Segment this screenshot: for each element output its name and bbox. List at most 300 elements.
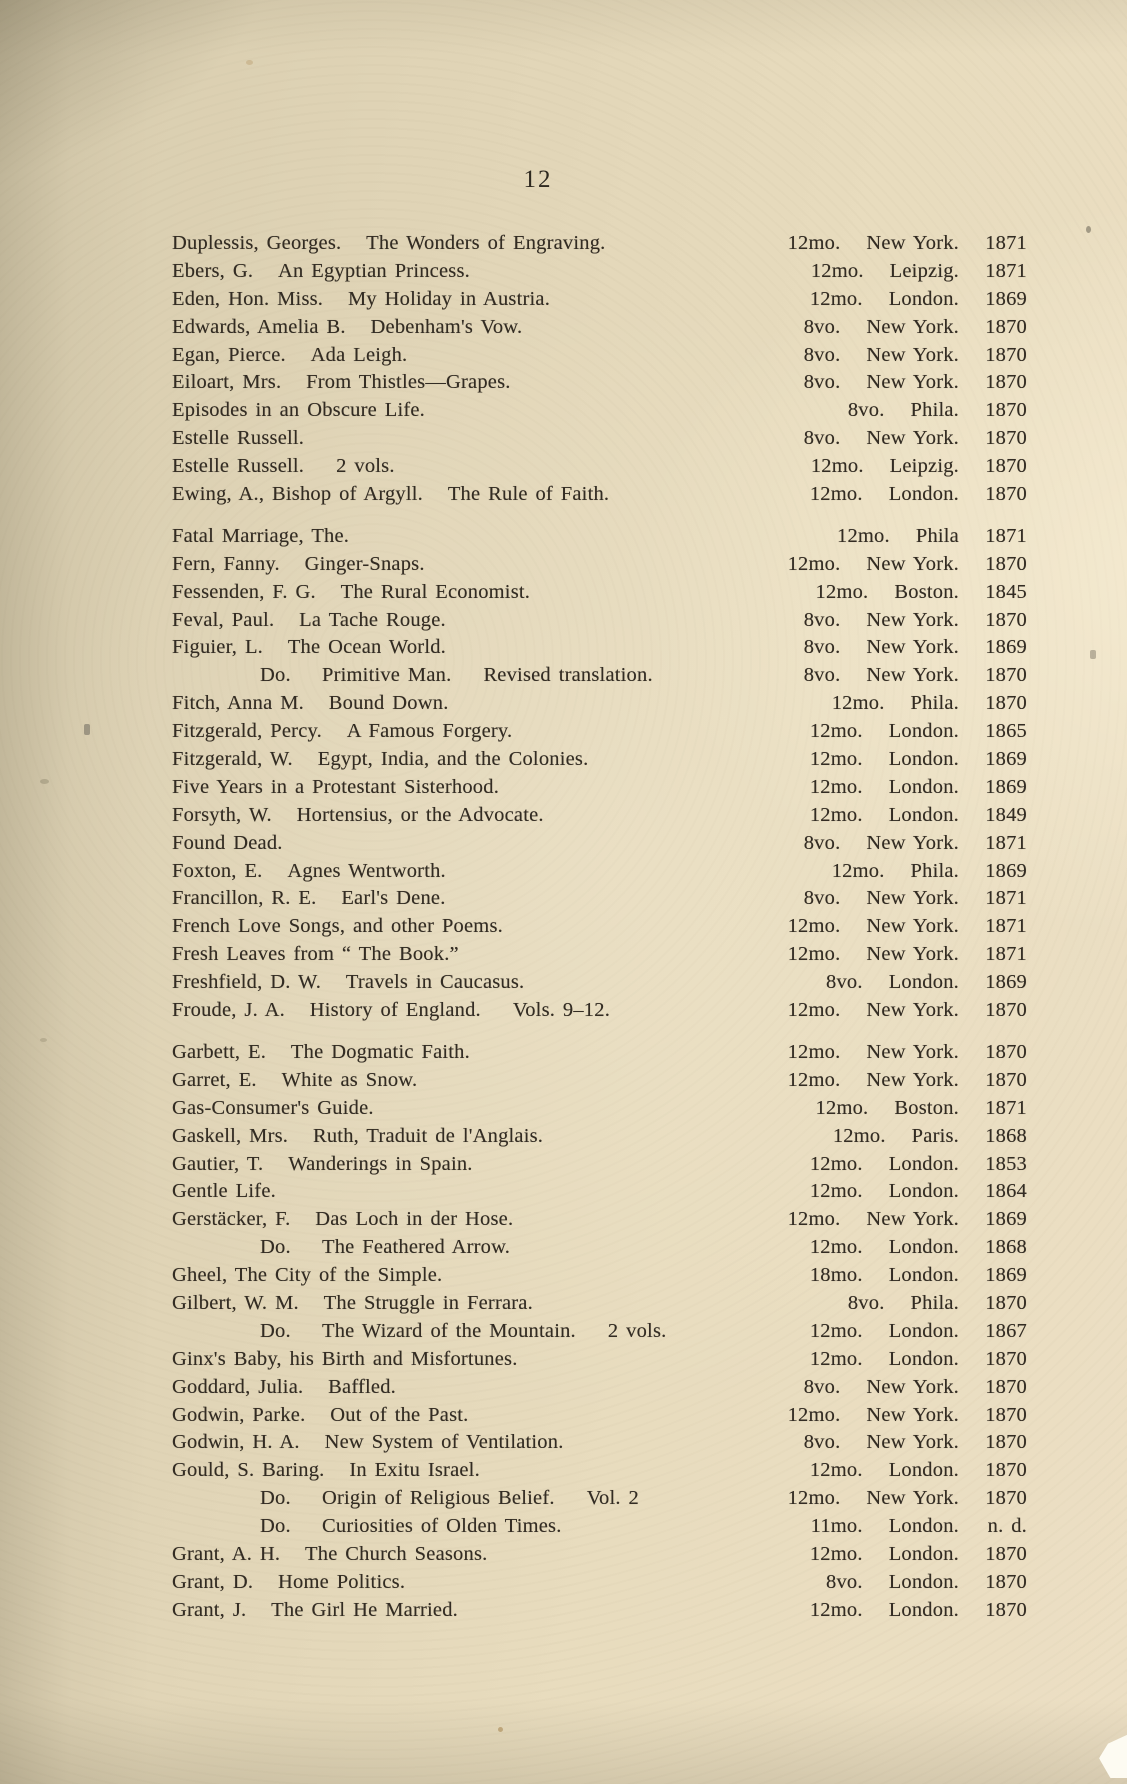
publication-columns [804, 885, 1027, 913]
year-text: 1871 [985, 259, 1027, 282]
format-text: 8vo. [803, 427, 841, 450]
year-text: 1870 [985, 692, 1027, 715]
publication-columns [804, 369, 1027, 397]
publication-columns [810, 286, 1027, 314]
city-text: Boston. [894, 580, 959, 603]
format-text: 8vo. [803, 608, 841, 631]
author-text: Edwards, Amelia B. [172, 315, 346, 338]
city-text: New York. [866, 887, 959, 910]
city-text: New York. [866, 232, 959, 254]
format-text: 8vo. [826, 971, 863, 994]
city-text: London. [888, 1542, 959, 1565]
edition-note: Revised translation. [483, 664, 653, 687]
publication-columns [788, 1402, 1027, 1430]
catalog-row [172, 1513, 1027, 1541]
author-text: Foxton, E. [172, 859, 263, 882]
publication-columns [810, 1151, 1027, 1179]
format-text: 8vo. [803, 636, 841, 659]
format-text: 12mo. [809, 1542, 863, 1565]
publication-columns [833, 1123, 1027, 1151]
catalog-row [172, 1067, 1027, 1095]
city-text: Phila [915, 524, 959, 547]
publication-columns [826, 969, 1027, 997]
title-group [291, 1041, 470, 1063]
title-group [306, 371, 510, 393]
format-text: 12mo. [809, 1152, 863, 1175]
year-text: 1871 [985, 887, 1027, 910]
title-group [347, 720, 513, 742]
title-group [172, 1097, 374, 1119]
publication-columns [788, 1485, 1027, 1513]
publication-columns [810, 718, 1027, 746]
year-text: 1869 [985, 1264, 1027, 1287]
author-text: Froude, J. A. [172, 999, 285, 1022]
city-text: New York. [866, 1208, 959, 1231]
publication-columns [811, 1513, 1027, 1541]
year-text: 1869 [985, 287, 1027, 310]
format-text: 12mo. [787, 943, 841, 966]
city-text: London. [888, 1570, 959, 1593]
format-text: 18mo. [809, 1264, 863, 1287]
format-text: 12mo. [787, 915, 841, 938]
title-text: Das Loch in der Hose. [315, 1208, 514, 1231]
city-text: Paris. [911, 1124, 959, 1147]
title-group [299, 609, 446, 631]
title-group [287, 860, 446, 882]
catalog-row [172, 425, 1027, 453]
city-text: London. [888, 1152, 959, 1175]
title-text: The Struggle in Ferrara. [323, 1291, 533, 1314]
city-text: London. [888, 1319, 959, 1342]
year-text: 1870 [985, 1068, 1027, 1091]
city-text: Boston. [894, 1096, 959, 1119]
catalog-row [172, 774, 1027, 802]
year-text: 1869 [985, 971, 1027, 994]
format-text: 11mo. [810, 1515, 863, 1538]
title-text: History of England. [309, 999, 481, 1022]
title-text: Episodes in an Obscure Life. [172, 399, 425, 422]
year-text: 1870 [985, 664, 1027, 687]
city-text: London. [888, 1459, 959, 1482]
title-text: Estelle Russell. [172, 427, 305, 450]
ditto-label: Do. [260, 1515, 291, 1538]
year-text: 1864 [985, 1180, 1027, 1203]
title-text: White as Snow. [281, 1068, 418, 1091]
author-text: Forsyth, W. [172, 803, 272, 826]
city-text: New York. [866, 343, 959, 366]
publication-columns [816, 579, 1027, 607]
title-text: Found Dead. [172, 831, 283, 854]
city-text: New York. [866, 315, 959, 338]
edition-note: Vols. 9–12. [512, 999, 611, 1022]
title-group [172, 943, 459, 965]
publication-columns [788, 913, 1027, 941]
catalog-row [172, 997, 1027, 1025]
city-text: New York. [866, 1375, 959, 1398]
publication-columns [837, 523, 1027, 551]
catalog-row [172, 718, 1027, 746]
city-text: New York. [866, 1431, 959, 1454]
city-text: New York. [866, 371, 959, 394]
scan-speck [1086, 226, 1091, 233]
catalog-row [172, 523, 1027, 551]
publication-columns [788, 230, 1027, 258]
year-text: 1870 [985, 427, 1027, 450]
title-text: Egypt, India, and the Colonies. [317, 748, 589, 771]
catalog-row [172, 453, 1027, 481]
edition-note: 2 vols. [336, 455, 395, 478]
year-text: 1870 [985, 1570, 1027, 1593]
author-text: Fitzgerald, W. [172, 748, 293, 771]
city-text: London. [888, 1264, 959, 1287]
format-text: 8vo. [847, 399, 885, 422]
catalog-row [172, 1346, 1027, 1374]
title-group [322, 1318, 666, 1346]
title-group [172, 1180, 276, 1202]
title-text: My Holiday in Austria. [347, 287, 551, 310]
scan-speck [84, 724, 90, 735]
catalog-row [172, 1597, 1027, 1625]
format-text: 12mo. [809, 803, 863, 826]
year-text: 1870 [985, 999, 1027, 1022]
publication-columns [788, 551, 1027, 579]
title-group [325, 1431, 564, 1453]
title-group [324, 1292, 533, 1314]
scan-speck [498, 1727, 503, 1732]
title-text: New System of Ventilation. [324, 1431, 564, 1454]
author-text: Gautier, T. [172, 1152, 264, 1175]
title-text: Estelle Russell. [172, 455, 305, 478]
author-text: Duplessis, Georges. [172, 232, 342, 254]
title-group [328, 1376, 396, 1398]
title-group [315, 1208, 513, 1230]
year-text: 1871 [985, 915, 1027, 938]
torn-corner-notch [1099, 1734, 1127, 1778]
city-text: New York. [866, 636, 959, 659]
title-text: The Rule of Faith. [447, 483, 610, 506]
year-text: 1870 [985, 315, 1027, 338]
title-text: Gas-Consumer's Guide. [172, 1096, 374, 1119]
title-group [278, 260, 470, 282]
format-text: 12mo. [809, 1347, 863, 1370]
year-text: 1870 [985, 1291, 1027, 1314]
city-text: Phila. [910, 859, 959, 882]
title-text: Ginx's Baby, his Birth and Misfortunes. [172, 1347, 518, 1370]
format-text: 12mo. [809, 1319, 863, 1342]
title-group [322, 1234, 510, 1262]
city-text: New York. [866, 943, 959, 966]
catalog-row [172, 1374, 1027, 1402]
catalog-row [172, 1485, 1027, 1513]
city-text: London. [888, 287, 959, 310]
publication-columns [788, 997, 1027, 1025]
catalog-row [172, 885, 1027, 913]
catalog-row [172, 342, 1027, 370]
format-text: 12mo. [837, 524, 890, 547]
publication-columns [810, 774, 1027, 802]
city-text: New York. [866, 608, 959, 631]
title-group [172, 832, 283, 854]
title-group [305, 1543, 487, 1565]
catalog-section [172, 523, 1027, 1025]
title-text: The Girl He Married. [271, 1598, 458, 1621]
title-group [349, 1459, 480, 1481]
year-text: 1867 [985, 1319, 1027, 1342]
title-group [346, 971, 525, 993]
year-text: 1870 [985, 1347, 1027, 1370]
year-text: 1870 [985, 1431, 1027, 1454]
title-group [311, 344, 408, 366]
city-text: London. [888, 1515, 959, 1538]
publication-columns [804, 634, 1027, 662]
catalog-row [172, 258, 1027, 286]
publication-columns [826, 1569, 1027, 1597]
catalog-row [172, 802, 1027, 830]
author-text: Ebers, G. [172, 259, 254, 282]
scan-speck [40, 779, 49, 784]
title-group [282, 1069, 418, 1091]
format-text: 12mo. [787, 1403, 841, 1426]
format-text: 12mo. [831, 692, 885, 715]
format-text: 12mo. [810, 455, 864, 478]
scan-speck [246, 60, 253, 65]
format-text: 12mo. [815, 580, 869, 603]
year-text: 1868 [985, 1124, 1027, 1147]
catalog-row [172, 551, 1027, 579]
year-text: n. d. [987, 1515, 1027, 1538]
catalog-row [172, 1123, 1027, 1151]
year-text: 1853 [985, 1152, 1027, 1175]
city-text: New York. [866, 1068, 959, 1091]
city-text: London. [888, 775, 959, 798]
title-group [330, 1404, 468, 1426]
city-text: New York. [866, 915, 959, 938]
format-text: 12mo. [809, 775, 863, 798]
author-text: Eiloart, Mrs. [172, 371, 282, 394]
city-text: New York. [866, 1487, 959, 1510]
publication-columns [810, 1262, 1027, 1290]
year-text: 1869 [985, 859, 1027, 882]
author-text: Fessenden, F. G. [172, 580, 316, 603]
catalog-row [172, 607, 1027, 635]
city-text: New York. [866, 999, 959, 1022]
title-group [313, 1125, 543, 1147]
title-group [305, 553, 425, 575]
author-text: Freshfield, D. W. [172, 971, 322, 994]
catalog-row [172, 230, 1027, 258]
title-group [172, 427, 304, 449]
catalog-row [172, 1262, 1027, 1290]
title-group [371, 316, 523, 338]
publication-columns [804, 662, 1027, 690]
year-text: 1869 [985, 636, 1027, 659]
publication-columns [810, 802, 1027, 830]
author-text: Garbett, E. [172, 1040, 267, 1063]
scan-speck [40, 1038, 47, 1042]
title-text: Hortensius, or the Advocate. [296, 803, 544, 826]
publication-columns [848, 1290, 1027, 1318]
title-text: An Egyptian Princess. [277, 259, 470, 282]
title-text: French Love Songs, and other Poems. [172, 915, 503, 938]
city-text: New York. [866, 1403, 959, 1426]
author-text: Egan, Pierce. [172, 343, 286, 366]
title-group [310, 999, 610, 1021]
format-text: 12mo. [832, 1124, 886, 1147]
format-text: 8vo. [847, 1291, 885, 1314]
author-text: Eden, Hon. Miss. [172, 287, 324, 310]
format-text: 12mo. [815, 1096, 869, 1119]
author-text: Grant, J. [172, 1598, 247, 1621]
title-text: Bound Down. [328, 692, 449, 715]
author-text: Grant, A. H. [172, 1542, 281, 1565]
year-text: 1870 [985, 455, 1027, 478]
title-group [341, 887, 445, 909]
edition-note: Vol. 2 [586, 1487, 639, 1510]
ditto-label: Do. [260, 664, 291, 687]
title-group [271, 1599, 458, 1621]
city-text: London. [888, 1347, 959, 1370]
format-text: 8vo. [826, 1570, 863, 1593]
year-text: 1870 [985, 1040, 1027, 1063]
catalog-row [172, 1206, 1027, 1234]
title-text: Out of the Past. [330, 1403, 469, 1426]
city-text: London. [888, 803, 959, 826]
publication-columns [810, 1178, 1027, 1206]
title-text: Gheel, The City of the Simple. [172, 1264, 443, 1287]
title-text: Five Years in a Protestant Sisterhood. [172, 775, 500, 798]
title-group [322, 1513, 562, 1541]
year-text: 1869 [985, 775, 1027, 798]
publication-columns [816, 1095, 1027, 1123]
publication-columns [804, 425, 1027, 453]
title-group [172, 455, 395, 477]
format-text: 8vo. [803, 371, 841, 394]
title-text: The Ocean World. [287, 636, 446, 659]
catalog-row [172, 913, 1027, 941]
catalog-row [172, 397, 1027, 425]
format-text: 12mo. [787, 1487, 841, 1510]
catalog-row [172, 1039, 1027, 1067]
year-text: 1845 [985, 580, 1027, 603]
year-text: 1870 [985, 483, 1027, 506]
title-text: The Church Seasons. [305, 1542, 488, 1565]
catalog-row [172, 286, 1027, 314]
format-text: 12mo. [809, 1459, 863, 1482]
format-text: 8vo. [803, 1431, 841, 1454]
publication-columns [811, 453, 1027, 481]
catalog-row [172, 1569, 1027, 1597]
city-text: London. [888, 720, 959, 743]
publication-columns [810, 1318, 1027, 1346]
ditto-label: Do. [260, 1236, 291, 1259]
year-text: 1871 [985, 524, 1027, 547]
title-text: Origin of Religious Belief. [322, 1487, 555, 1510]
author-text: Godwin, Parke. [172, 1403, 306, 1426]
year-text: 1870 [985, 371, 1027, 394]
city-text: New York. [866, 552, 959, 575]
format-text: 12mo. [809, 748, 863, 771]
author-text: Fitch, Anna M. [172, 692, 304, 715]
title-text: Ruth, Traduit de l'Anglais. [312, 1124, 544, 1147]
title-group [288, 1153, 472, 1175]
publication-columns [804, 1374, 1027, 1402]
city-text: New York. [866, 427, 959, 450]
city-text: London. [888, 971, 959, 994]
author-text: Gilbert, W. M. [172, 1291, 299, 1314]
title-group [172, 915, 503, 937]
publication-columns [810, 481, 1027, 509]
title-text: Earl's Dene. [341, 887, 446, 910]
city-text: London. [888, 1180, 959, 1203]
title-text: In Exitu Israel. [349, 1459, 480, 1482]
title-group [448, 483, 609, 505]
year-text: 1870 [985, 552, 1027, 575]
scan-speck [1090, 650, 1096, 659]
catalog-row [172, 1234, 1027, 1262]
year-text: 1869 [985, 1208, 1027, 1231]
catalog-section [172, 230, 1027, 509]
format-text: 8vo. [803, 343, 841, 366]
title-text: Curiosities of Olden Times. [322, 1515, 562, 1538]
title-text: Agnes Wentworth. [287, 859, 446, 882]
city-text: New York. [866, 831, 959, 854]
title-text: The Feathered Arrow. [322, 1236, 511, 1259]
title-group [288, 636, 446, 658]
city-text: Phila. [910, 399, 959, 422]
publication-columns [804, 830, 1027, 858]
format-text: 8vo. [803, 887, 841, 910]
city-text: New York. [866, 1040, 959, 1063]
catalog-row [172, 1457, 1027, 1485]
title-group [341, 581, 530, 603]
year-text: 1869 [985, 748, 1027, 771]
format-text: 8vo. [803, 1375, 841, 1398]
catalog-row [172, 1429, 1027, 1457]
title-group [329, 692, 449, 714]
year-text: 1870 [985, 1542, 1027, 1565]
publication-columns [810, 1541, 1027, 1569]
format-text: 12mo. [787, 999, 841, 1022]
title-text: The Rural Economist. [340, 580, 531, 603]
title-text: Wanderings in Spain. [288, 1152, 473, 1175]
format-text: 8vo. [803, 664, 841, 687]
title-group [172, 525, 349, 547]
year-text: 1870 [985, 399, 1027, 422]
author-text: Gaskell, Mrs. [172, 1124, 289, 1147]
catalog-row [172, 634, 1027, 662]
title-group [172, 1264, 442, 1286]
catalog-row [172, 690, 1027, 718]
title-text: The Wonders of Engraving. [366, 232, 606, 254]
title-text: Fatal Marriage, The. [172, 524, 350, 547]
author-text: Godwin, H. A. [172, 1431, 300, 1454]
year-text: 1870 [985, 1459, 1027, 1482]
title-text: The Dogmatic Faith. [290, 1040, 470, 1063]
year-text: 1871 [985, 232, 1027, 254]
title-text: Fresh Leaves from “ The Book.” [172, 943, 459, 966]
title-text: Gentle Life. [172, 1180, 276, 1203]
year-text: 1849 [985, 803, 1027, 826]
format-text: 8vo. [803, 831, 841, 854]
format-text: 12mo. [809, 720, 863, 743]
publication-columns [810, 1597, 1027, 1625]
publication-columns [810, 1234, 1027, 1262]
title-text: Debenham's Vow. [370, 315, 523, 338]
ditto-label: Do. [260, 1487, 291, 1510]
title-text: La Tache Rouge. [299, 608, 446, 631]
publication-columns [804, 314, 1027, 342]
year-text: 1870 [985, 608, 1027, 631]
